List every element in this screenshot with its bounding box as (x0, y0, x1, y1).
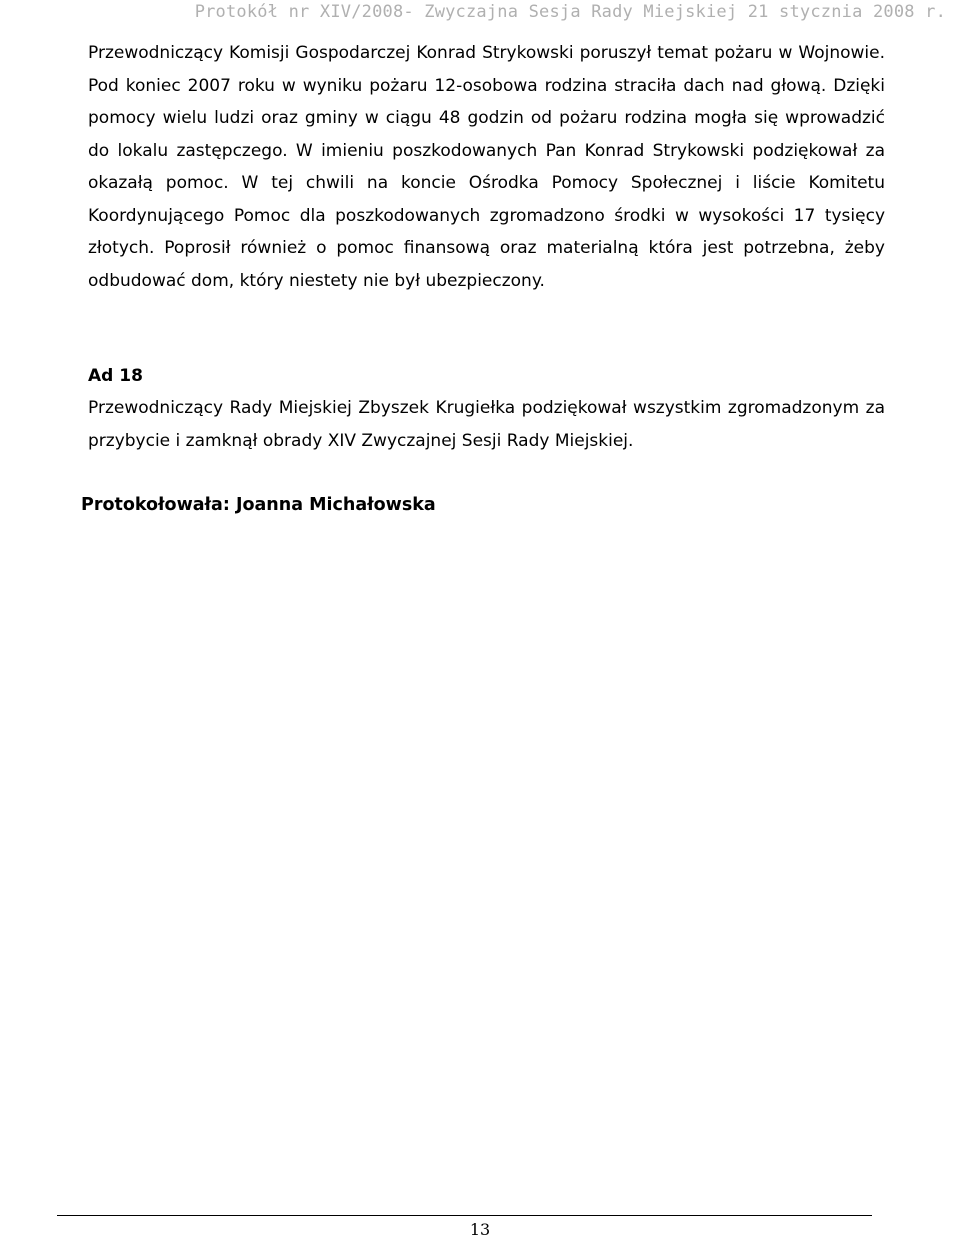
minutes-signature: Protokołowała: Joanna Michałowska (81, 495, 436, 515)
footer-divider (57, 1215, 872, 1216)
page-number: 13 (469, 1220, 491, 1239)
section-heading-ad-18: Ad 18 (88, 366, 143, 386)
paragraph-fire-report: Przewodniczący Komisji Gospodarczej Konrad Strykowski poruszył temat pożaru w Wojnowie. Pod koniec 2007 roku w wyniku pożaru 12-osobowa rodzina straciła dach nad głową. Dzięki pomocy wielu ludzi oraz gminy w ciągu 48 godzin od pożaru rodzina mogła się wprowadzić do lokalu zastępczego. W imieniu poszkodowanych Pan Konrad Strykowski podziękował za okazałą pomoc. W tej chwili na koncie Ośrodka Pomocy Społecznej i liście Komitetu Koordynującego Pomoc dla poszkodowanych zgromadzono środki w wysokości 17 tysięcy złotych. Poprosił również o pomoc finansową oraz materialną która jest potrzebna, żeby odbudować dom, który niestety nie był ubezpieczony. (88, 43, 885, 291)
running-header: Protokół nr XIV/2008- Zwyczajna Sesja Rady Miejskiej 21 stycznia 2008 r. (194, 2, 946, 22)
paragraph-closing: Przewodniczący Rady Miejskiej Zbyszek Krugiełka podziękował wszystkim zgromadzonym za przybycie i zamknął obrady XIV Zwyczajnej Sesji Rady Miejskiej. (88, 398, 885, 451)
